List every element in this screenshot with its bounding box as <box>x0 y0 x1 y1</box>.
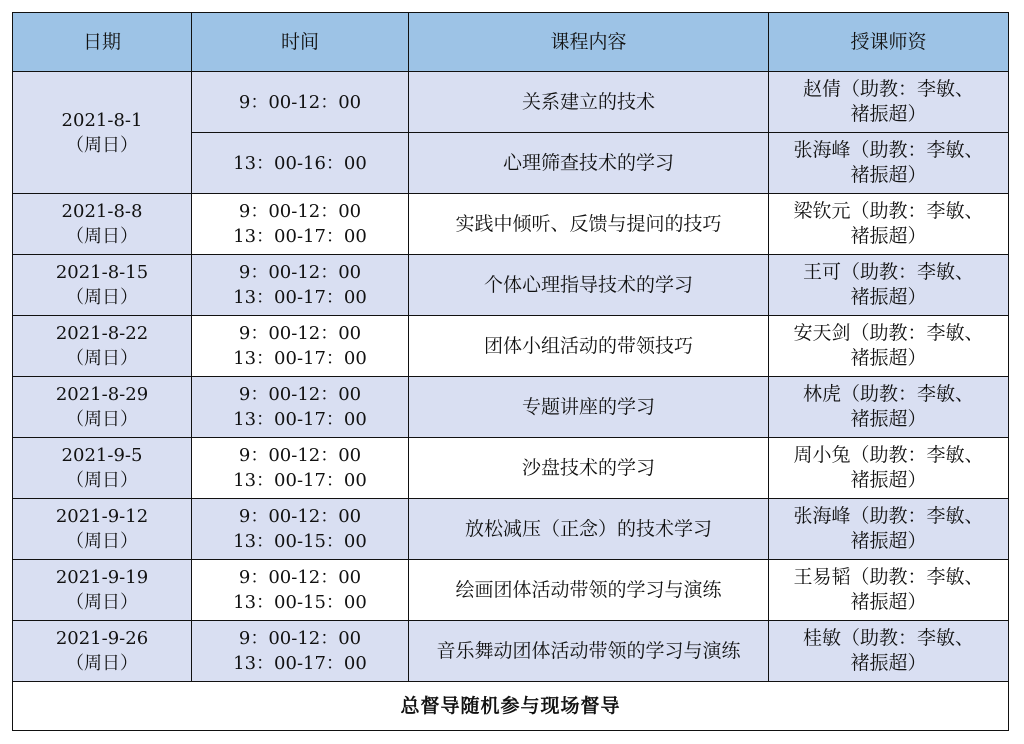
date-text: 2021-8-15 <box>55 262 149 283</box>
teacher-line-1: 张海峰（助教：李敏、 <box>793 139 984 161</box>
schedule-table-container <box>12 12 1009 731</box>
time-text: 13：00-17：00 <box>233 287 367 308</box>
teacher-cell <box>769 316 1009 377</box>
course-cell: 个体心理指导技术的学习 <box>409 255 769 316</box>
date-cell <box>13 255 192 316</box>
date-text: 2021-9-26 <box>55 628 149 649</box>
date-cell <box>13 438 192 499</box>
teacher-line-2: 褚振超） <box>850 347 927 369</box>
footer-row <box>13 682 1009 731</box>
time-text: 9：00-12：00 <box>238 323 362 344</box>
course-cell: 团体小组活动的带领技巧 <box>409 316 769 377</box>
time-text: 13：00-17：00 <box>233 409 367 430</box>
header-time: 时间 <box>192 13 409 72</box>
time-text: 13：00-17：00 <box>233 226 367 247</box>
weekday-text: （周日） <box>66 226 138 247</box>
teacher-line-2: 褚振超） <box>850 530 927 552</box>
weekday-text: （周日） <box>66 653 138 674</box>
time-text: 13：00-15：00 <box>233 531 367 552</box>
table-row <box>13 194 1009 255</box>
teacher-line-1: 赵倩（助教：李敏、 <box>802 78 974 100</box>
course-cell: 绘画团体活动带领的学习与演练 <box>409 560 769 621</box>
date-cell <box>13 316 192 377</box>
time-cell <box>192 499 409 560</box>
date-text: 2021-8-29 <box>55 384 149 405</box>
course-cell: 沙盘技术的学习 <box>409 438 769 499</box>
date-cell <box>13 499 192 560</box>
weekday-text: （周日） <box>66 592 138 613</box>
date-text: 2021-8-8 <box>61 201 143 222</box>
course-cell: 专题讲座的学习 <box>409 377 769 438</box>
table-row <box>13 438 1009 499</box>
teacher-line-1: 安天剑（助教：李敏、 <box>793 322 984 344</box>
teacher-cell <box>769 499 1009 560</box>
weekday-text: （周日） <box>66 348 138 369</box>
teacher-line-1: 林虎（助教：李敏、 <box>802 383 974 405</box>
date-text: 2021-9-12 <box>55 506 149 527</box>
table-row <box>13 255 1009 316</box>
schedule-table <box>12 12 1009 731</box>
teacher-cell <box>769 438 1009 499</box>
time-cell <box>192 377 409 438</box>
table-row <box>13 316 1009 377</box>
weekday-text: （周日） <box>66 287 138 308</box>
teacher-line-2: 褚振超） <box>850 591 927 613</box>
weekday-text: （周日） <box>66 470 138 491</box>
course-cell: 音乐舞动团体活动带领的学习与演练 <box>409 621 769 682</box>
weekday-text: （周日） <box>66 531 138 552</box>
weekday-text: （周日） <box>66 134 138 156</box>
course-cell: 实践中倾听、反馈与提问的技巧 <box>409 194 769 255</box>
time-text: 9：00-12：00 <box>238 445 362 466</box>
teacher-cell <box>769 194 1009 255</box>
time-text: 13：00-17：00 <box>233 348 367 369</box>
header-row <box>13 13 1009 72</box>
time-text: 13：00-16：00 <box>233 152 367 174</box>
course-cell: 心理筛查技术的学习 <box>409 133 769 194</box>
time-cell <box>192 133 409 194</box>
time-cell <box>192 560 409 621</box>
teacher-cell <box>769 133 1009 194</box>
time-text: 9：00-12：00 <box>238 201 362 222</box>
time-text: 13：00-17：00 <box>233 653 367 674</box>
time-text: 9：00-12：00 <box>238 567 362 588</box>
date-text: 2021-8-1 <box>61 109 143 131</box>
table-row <box>13 560 1009 621</box>
date-cell <box>13 560 192 621</box>
course-cell: 关系建立的技术 <box>409 72 769 133</box>
teacher-line-2: 褚振超） <box>850 164 927 186</box>
teacher-line-1: 王可（助教：李敏、 <box>802 261 974 283</box>
date-cell <box>13 72 192 194</box>
header-course: 课程内容 <box>409 13 769 72</box>
teacher-line-2: 褚振超） <box>850 408 927 430</box>
teacher-line-2: 褚振超） <box>850 469 927 491</box>
header-teacher: 授课师资 <box>769 13 1009 72</box>
date-text: 2021-9-5 <box>61 445 143 466</box>
date-cell <box>13 621 192 682</box>
time-cell <box>192 621 409 682</box>
time-text: 9：00-12：00 <box>238 262 362 283</box>
table-row <box>13 621 1009 682</box>
teacher-cell <box>769 621 1009 682</box>
time-text: 13：00-17：00 <box>233 470 367 491</box>
header-date: 日期 <box>13 13 192 72</box>
teacher-line-1: 张海峰（助教：李敏、 <box>793 505 984 527</box>
time-text: 13：00-15：00 <box>233 592 367 613</box>
teacher-line-1: 梁钦元（助教：李敏、 <box>793 200 984 222</box>
date-cell <box>13 194 192 255</box>
teacher-cell <box>769 377 1009 438</box>
time-text: 9：00-12：00 <box>238 628 362 649</box>
teacher-cell <box>769 560 1009 621</box>
time-cell <box>192 255 409 316</box>
course-cell: 放松减压（正念）的技术学习 <box>409 499 769 560</box>
date-text: 2021-8-22 <box>55 323 149 344</box>
date-cell <box>13 377 192 438</box>
teacher-cell <box>769 255 1009 316</box>
time-text: 9：00-12：00 <box>238 384 362 405</box>
teacher-line-2: 褚振超） <box>850 286 927 308</box>
table-row <box>13 72 1009 133</box>
teacher-line-1: 桂敏（助教：李敏、 <box>802 627 974 649</box>
time-cell <box>192 194 409 255</box>
date-text: 2021-9-19 <box>55 567 149 588</box>
time-cell <box>192 438 409 499</box>
teacher-line-2: 褚振超） <box>850 652 927 674</box>
table-row <box>13 377 1009 438</box>
time-cell <box>192 72 409 133</box>
teacher-line-1: 周小兔（助教：李敏、 <box>793 444 984 466</box>
footer-note: 总督导随机参与现场督导 <box>13 682 1009 731</box>
weekday-text: （周日） <box>66 409 138 430</box>
teacher-cell <box>769 72 1009 133</box>
teacher-line-2: 褚振超） <box>850 103 927 125</box>
teacher-line-2: 褚振超） <box>850 225 927 247</box>
time-cell <box>192 316 409 377</box>
teacher-line-1: 王易韬（助教：李敏、 <box>793 566 984 588</box>
time-text: 9：00-12：00 <box>238 506 362 527</box>
time-text: 9：00-12：00 <box>238 91 362 113</box>
table-row <box>13 499 1009 560</box>
